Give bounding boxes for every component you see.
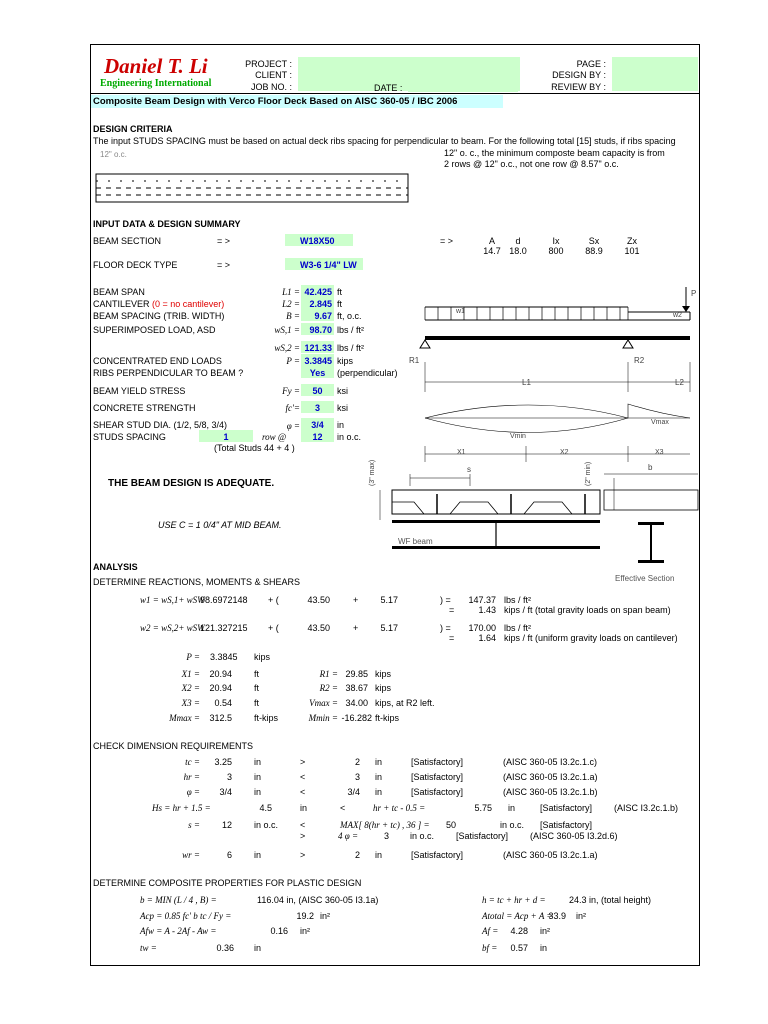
hs-limit-expression: hr + tc - 0.5 = <box>373 803 426 813</box>
atotal-expression: Atotal = Acp + A = <box>482 911 553 921</box>
tc-ref: (AISC 360-05 I3.2c.1.c) <box>503 757 598 767</box>
mmin-value: -16.282 <box>341 713 372 723</box>
tc-symbol: tc = <box>185 757 200 767</box>
tc-status: [Satisfactory] <box>411 757 464 767</box>
s-limit1-unit: in o.c. <box>500 820 525 830</box>
section-b-label: b <box>648 463 653 472</box>
w1-value: 98.6972148 <box>200 595 248 605</box>
wr-limit: 2 <box>354 850 360 860</box>
concrete-strength-unit: ksi <box>337 403 348 413</box>
r2-value: 38.67 <box>345 683 368 693</box>
section-s-label: s <box>467 465 471 474</box>
stud-dia-symbol: φ = <box>286 421 300 431</box>
concrete-strength-symbol: fc'= <box>285 403 300 413</box>
r1-symbol: R1 = <box>319 669 338 679</box>
studs-spacing-unit: in o.c. <box>337 432 362 442</box>
effective-section-label: Effective Section <box>615 574 675 583</box>
x2-symbol: X2 = <box>181 683 200 693</box>
s-limit2: 3 <box>384 831 390 841</box>
floor-deck-label: FLOOR DECK TYPE <box>93 260 178 270</box>
w1-plus2: + <box>353 595 359 605</box>
w2-kips-unit: kips / ft (uniform gravity loads on cantilever) <box>504 633 678 643</box>
b-expression: b = MIN (L / 4 , B) = <box>140 895 217 905</box>
floor-deck-value: W3-6 1/4" LW <box>300 260 357 270</box>
hs-op: < <box>340 803 346 813</box>
beam-section-label: BEAM SECTION <box>93 236 162 246</box>
diagram-p: P <box>691 289 697 298</box>
w2-result-unit: lbs / ft² <box>504 623 532 633</box>
phi-ref: (AISC 360-05 I3.2c.1.b) <box>503 787 598 797</box>
b-value: 116.04 in, (AISC 360-05 I3.1a) <box>257 895 379 905</box>
w2-value: 121.327215 <box>200 623 248 633</box>
reactions-heading: DETERMINE REACTIONS, MOMENTS & SHEARS <box>93 577 301 587</box>
h-value: 24.3 in, (total height) <box>569 895 652 905</box>
section-2min: (2" min) <box>585 461 592 486</box>
diagram-w2: w2 <box>673 312 682 319</box>
phi-status: [Satisfactory] <box>411 787 464 797</box>
acp-value: 19.2 <box>296 911 314 921</box>
atotal-unit: in² <box>576 911 587 921</box>
w1-deck-weight: 5.17 <box>380 595 398 605</box>
phi-op: < <box>300 787 306 797</box>
cantilever-symbol: L2 = <box>282 299 300 309</box>
superimposed-load-label: SUPERIMPOSED LOAD, ASD <box>93 325 216 335</box>
ribs-unit: (perpendicular) <box>337 368 398 378</box>
section-diagram <box>370 461 700 580</box>
studs-spacing-value: 12 <box>312 432 323 442</box>
mmin-unit: ft-kips <box>375 713 400 723</box>
hr-ref: (AISC 360-05 I3.2c.1.a) <box>503 772 598 782</box>
diagram-vmax: Vmax <box>651 419 669 426</box>
props-arrow: = > <box>440 236 454 246</box>
diagram-r1: R1 <box>409 356 420 365</box>
p-symbol: P = <box>186 652 200 662</box>
reviewby-label: REVIEW BY : <box>551 82 606 92</box>
w2-plus2: + <box>353 623 359 633</box>
stud-rows-value: 1 <box>223 432 229 442</box>
tc-unit: in <box>254 757 262 767</box>
hr-limit: 3 <box>354 772 360 782</box>
w2-deck-weight: 5.17 <box>380 623 398 633</box>
bf-unit: in <box>540 943 548 953</box>
vmax-value: 34.00 <box>345 698 368 708</box>
concrete-strength-value: 3 <box>314 403 320 413</box>
w1-kips: 1.43 <box>478 605 496 615</box>
tw-expression: tw = <box>140 943 157 953</box>
studs-row-at: row @ <box>262 432 287 442</box>
beam-span-label: BEAM SPAN <box>93 287 145 297</box>
x2-unit: ft <box>254 683 260 693</box>
hr-status: [Satisfactory] <box>411 772 464 782</box>
ribs-value: Yes <box>309 368 326 378</box>
stud-dia-unit: in <box>337 420 345 430</box>
diagram-x3: X3 <box>655 449 664 456</box>
phi-value: 3/4 <box>219 787 232 797</box>
s-symbol: s = <box>188 820 200 830</box>
x1-value: 20.94 <box>209 669 232 679</box>
prop-value-ix: 800 <box>548 246 564 256</box>
w1-result: 147.37 <box>468 595 496 605</box>
tw-value: 0.36 <box>216 943 234 953</box>
s-status1: [Satisfactory] <box>540 820 593 830</box>
hs-expression: Hs = hr + 1.5 = <box>152 803 211 813</box>
yield-stress-unit: ksi <box>337 386 348 396</box>
ribs-label: RIBS PERPENDICULAR TO BEAM ? <box>93 368 244 378</box>
page-field[interactable] <box>612 57 698 91</box>
logo-name: Daniel T. Li <box>104 54 208 78</box>
diagram-w1: w1 <box>456 308 465 315</box>
bf-value: 0.57 <box>510 943 528 953</box>
designby-label: DESIGN BY : <box>552 70 606 80</box>
r2-unit: kips <box>375 683 392 693</box>
tw-unit: in <box>254 943 262 953</box>
beam-section-value: W18X50 <box>300 236 335 246</box>
mmax-value: 312.5 <box>209 713 232 723</box>
prop-header-a: A <box>488 236 495 246</box>
prop-header-zx: Zx <box>627 236 637 246</box>
criteria-text-2: 12" o. c., the minimum composte beam capacity is from <box>444 148 665 158</box>
r1-value: 29.85 <box>345 669 368 679</box>
diagram-x1: X1 <box>457 449 466 456</box>
hs-limit: 5.75 <box>474 803 492 813</box>
diagram-l1: L1 <box>522 378 531 387</box>
wr-symbol: wr = <box>182 850 200 860</box>
studs-spacing-label: STUDS SPACING <box>93 432 166 442</box>
date-label: DATE : <box>374 83 403 93</box>
beam-span-unit: ft <box>337 287 343 297</box>
criteria-heading: DESIGN CRITERIA <box>93 124 173 134</box>
project-label: PROJECT : <box>245 59 292 69</box>
stud-layout-diagram <box>95 171 415 207</box>
wr-value: 6 <box>226 850 232 860</box>
r2-symbol: R2 = <box>319 683 338 693</box>
tc-limit: 2 <box>354 757 360 767</box>
rib-spacing-label: 12" o.c. <box>100 150 127 159</box>
w2-result: 170.00 <box>468 623 496 633</box>
hs-limit-unit: in <box>508 803 516 813</box>
yield-stress-label: BEAM YIELD STRESS <box>93 386 186 396</box>
s-limit2-unit: in o.c. <box>410 831 435 841</box>
hr-symbol: hr = <box>183 772 200 782</box>
w1-plus: + ( <box>268 595 279 605</box>
design-result: THE BEAM DESIGN IS ADEQUATE. <box>108 478 275 489</box>
beam-span-symbol: L1 = <box>282 287 300 297</box>
cantilever-unit: ft <box>337 299 343 309</box>
criteria-text-3: 2 rows @ 12" o.c., not one row @ 8.57" o.c. <box>444 159 619 169</box>
beam-spacing-label: BEAM SPACING (TRIB. WIDTH) <box>93 311 225 321</box>
conc-load-value: 3.3845 <box>304 356 332 366</box>
date-field[interactable] <box>408 82 518 92</box>
s-limit1-expression: MAX[ 8(hr + tc) , 36 ] = <box>340 820 430 830</box>
r1-unit: kips <box>375 669 392 679</box>
s-op1: < <box>300 820 306 830</box>
af-expression: Af = <box>482 926 499 936</box>
prop-value-a: 14.7 <box>483 246 501 256</box>
wr-status: [Satisfactory] <box>411 850 464 860</box>
x3-unit: ft <box>254 698 260 708</box>
cantilever-label: CANTILEVER <box>93 299 150 309</box>
phi-limit-unit: in <box>375 787 383 797</box>
s-op2: > <box>300 831 306 841</box>
yield-stress-symbol: Fy = <box>282 386 300 396</box>
page-title: Composite Beam Design with Verco Floor Deck Based on AISC 360-05 / IBC 2006 <box>93 96 458 107</box>
wf-beam-label: WF beam <box>398 537 433 546</box>
w1-eq: = <box>449 605 455 615</box>
beam-spacing-symbol: B = <box>286 311 300 321</box>
w1-kips-unit: kips / ft (total gravity loads on span beam) <box>504 605 671 615</box>
w2-eq: = <box>449 633 455 643</box>
s-value: 12 <box>221 820 232 830</box>
mmax-unit: ft-kips <box>254 713 279 723</box>
logo-subtitle: Engineering International <box>100 78 212 89</box>
input-heading: INPUT DATA & DESIGN SUMMARY <box>93 219 241 229</box>
w2-close: ) = <box>440 623 451 633</box>
sdl1-unit: lbs / ft² <box>337 325 365 335</box>
af-unit: in² <box>540 926 551 936</box>
prop-value-zx: 101 <box>624 246 640 256</box>
diagram-x2: X2 <box>560 449 569 456</box>
diagram-r2: R2 <box>634 356 645 365</box>
jobno-label: JOB NO. : <box>250 82 292 92</box>
beam-span-value: 42.425 <box>304 287 332 297</box>
hs-value: 4.5 <box>259 803 272 813</box>
afw-unit: in² <box>300 926 311 936</box>
w2-kips: 1.64 <box>478 633 496 643</box>
prop-header-ix: Ix <box>552 236 560 246</box>
camber-note: USE C = 1 0/4" AT MID BEAM. <box>158 520 282 530</box>
atotal-value: 33.9 <box>548 911 566 921</box>
hr-value: 3 <box>226 772 232 782</box>
sdl1-value: 98.70 <box>309 325 332 335</box>
mmin-symbol: Mmin = <box>308 713 338 723</box>
hs-status: [Satisfactory] <box>540 803 593 813</box>
h-expression: h = tc + hr + d = <box>482 895 546 905</box>
criteria-text-1: The input STUDS SPACING must be based on actual deck ribs spacing for perpendicular to beam. For the following total [15] studs, if ribs spacing <box>93 136 676 146</box>
x1-unit: ft <box>254 669 260 679</box>
w2-self-weight: 43.50 <box>307 623 330 633</box>
phi-symbol: φ = <box>186 787 200 797</box>
hr-unit: in <box>254 772 262 782</box>
x3-symbol: X3 = <box>181 698 200 708</box>
dims-heading: CHECK DIMENSION REQUIREMENTS <box>93 741 254 751</box>
acp-expression: Acp = 0.85 fc' b tc / Fy = <box>140 911 232 921</box>
page-label: PAGE : <box>576 59 606 69</box>
sdl1-symbol: wS,1 = <box>274 325 300 335</box>
phi-limit: 3/4 <box>347 787 360 797</box>
conc-load-unit: kips <box>337 356 354 366</box>
prop-header-d: d <box>515 236 521 246</box>
hr-limit-unit: in <box>375 772 383 782</box>
acp-unit: in² <box>320 911 331 921</box>
stud-dia-label: SHEAR STUD DIA. (1/2, 5/8, 3/4) <box>93 420 228 430</box>
sdl2-unit: lbs / ft² <box>337 343 365 353</box>
x3-value: 0.54 <box>214 698 232 708</box>
beam-spacing-unit: ft, o.c. <box>337 311 362 321</box>
w1-self-weight: 43.50 <box>307 595 330 605</box>
prop-header-sx: Sx <box>588 236 600 246</box>
x1-symbol: X1 = <box>181 669 200 679</box>
w1-close: ) = <box>440 595 451 605</box>
s-unit: in o.c. <box>254 820 279 830</box>
analysis-heading: ANALYSIS <box>93 562 138 572</box>
wr-unit: in <box>254 850 262 860</box>
client-label: CLIENT : <box>255 70 292 80</box>
cantilever-value: 2.845 <box>309 299 332 309</box>
p-value: 3.3845 <box>210 652 238 662</box>
phi-unit: in <box>254 787 262 797</box>
stud-dia-value: 3/4 <box>311 420 324 430</box>
prop-value-sx: 88.9 <box>585 246 603 256</box>
diagram-vmin: Vmin <box>510 433 526 440</box>
s-limit2-expression: 4 φ = <box>338 831 359 841</box>
w1-result-unit: lbs / ft² <box>504 595 532 605</box>
section-3max: (3" max) <box>369 459 376 486</box>
yield-stress-value: 50 <box>312 386 323 396</box>
p-unit: kips <box>254 652 271 662</box>
hr-op: < <box>300 772 306 782</box>
mmax-symbol: Mmax = <box>169 713 200 723</box>
wr-limit-unit: in <box>375 850 383 860</box>
hs-unit: in <box>300 803 308 813</box>
afw-value: 0.16 <box>270 926 288 936</box>
beam-spacing-value: 9.67 <box>314 311 332 321</box>
s-ref: (AISC 360-05 I3.2d.6) <box>530 831 618 841</box>
hs-ref: (AISC I3.2c.1.b) <box>614 803 679 813</box>
vmax-symbol: Vmax = <box>309 698 338 708</box>
w2-expression: w2 = wS,2+ wSW <box>140 623 205 633</box>
tc-value: 3.25 <box>214 757 232 767</box>
concrete-strength-label: CONCRETE STRENGTH <box>93 403 196 413</box>
s-status2: [Satisfactory] <box>456 831 509 841</box>
afw-expression: Afw = A - 2Af - Aw = <box>140 926 217 936</box>
beam-section-arrow: = > <box>217 236 231 246</box>
floor-deck-arrow: = > <box>217 260 231 270</box>
total-studs: (Total Studs 44 + 4 ) <box>214 443 295 453</box>
beam-load-diagram <box>380 282 700 474</box>
s-limit1: 50 <box>445 820 456 830</box>
x2-value: 20.94 <box>209 683 232 693</box>
tc-op: > <box>300 757 306 767</box>
conc-load-label: CONCENTRATED END LOADS <box>93 356 222 366</box>
cantilever-note: (0 = no cantilever) <box>152 299 225 309</box>
tc-limit-unit: in <box>375 757 383 767</box>
composite-heading: DETERMINE COMPOSITE PROPERTIES FOR PLASTIC DESIGN <box>93 878 362 888</box>
wr-ref: (AISC 360-05 I3.2c.1.a) <box>503 850 598 860</box>
diagram-l2: L2 <box>675 378 684 387</box>
conc-load-symbol: P = <box>286 356 300 366</box>
vmax-unit: kips, at R2 left. <box>375 698 435 708</box>
prop-value-d: 18.0 <box>509 246 527 256</box>
w1-expression: w1 = wS,1+ wSW <box>140 595 205 605</box>
sdl2-value: 121.33 <box>304 343 332 353</box>
sdl2-symbol: wS,2 = <box>274 343 300 353</box>
w2-plus: + ( <box>268 623 279 633</box>
bf-expression: bf = <box>482 943 498 953</box>
wr-op: > <box>300 850 306 860</box>
af-value: 4.28 <box>510 926 528 936</box>
